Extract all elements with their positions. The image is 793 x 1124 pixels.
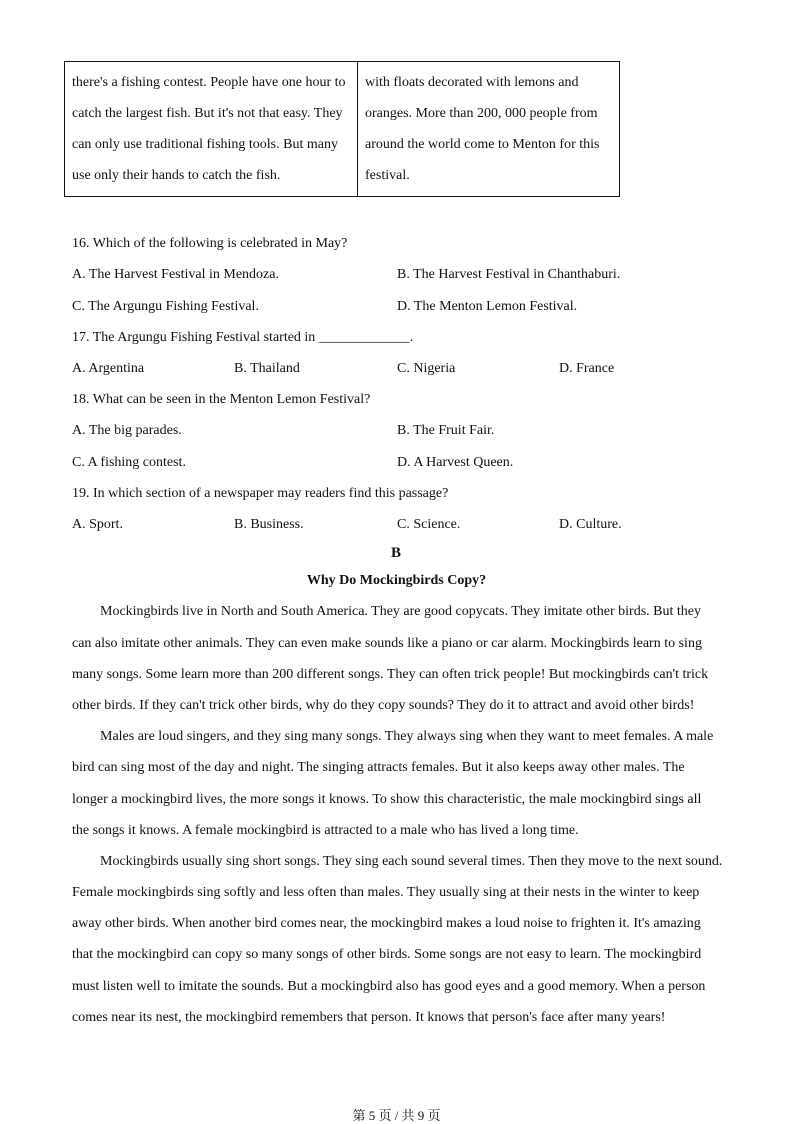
option-c: C. Science. [397, 517, 461, 532]
passage-line: must listen well to imitate the sounds. But a mockingbird also has good eyes and a good memory. When a person [72, 979, 706, 994]
page-footer: 第 5 页 / 共 9 页 [352, 1108, 441, 1123]
option-c: C. Nigeria [397, 361, 456, 376]
passage-line: bird can sing most of the day and night. The singing attracts females. But it also keeps away other males. The [72, 760, 685, 775]
option-d: D. A Harvest Queen. [397, 455, 514, 470]
option-b: B. The Harvest Festival in Chanthaburi. [397, 267, 621, 282]
table-cell-right [358, 62, 620, 197]
passage-line: many songs. Some learn more than 200 different songs. They can often trick people! But mockingbirds can't trick [72, 667, 709, 682]
option-b: B. Thailand [234, 361, 300, 376]
question-stem: 18. What can be seen in the Menton Lemon Festival? [72, 392, 371, 407]
table-text-line: use only their hands to catch the fish. [72, 168, 281, 183]
question-stem: 17. The Argungu Fishing Festival started in _____________. [72, 330, 414, 345]
passage-line: Female mockingbirds sing softly and less often than males. They usually sing at their nests in the winter to keep [72, 885, 700, 900]
option-a: A. Argentina [72, 361, 145, 376]
option-d: D. Culture. [559, 517, 622, 532]
passage-line: that the mockingbird can copy so many songs of other birds. Some songs are not easy to learn. The mockingbird [72, 947, 702, 962]
passage-line: comes near its nest, the mockingbird remembers that person. It knows that person's face after many years! [72, 1010, 666, 1025]
passage-line: can also imitate other animals. They can even make sounds like a piano or car alarm. Mockingbirds learn to sing [72, 636, 702, 651]
table-text-line: festival. [365, 168, 410, 183]
option-c: C. A fishing contest. [72, 455, 186, 470]
passage-line: longer a mockingbird lives, the more songs it knows. To show this characteristic, the male mockingbird sings all [72, 792, 702, 807]
option-a: A. The big parades. [72, 423, 182, 438]
question-stem: 19. In which section of a newspaper may readers find this passage? [72, 486, 449, 501]
passage-line: Mockingbirds usually sing short songs. They sing each sound several times. Then they move to the next sound. [100, 854, 723, 869]
option-a: A. Sport. [72, 517, 123, 532]
passage-line: Mockingbirds live in North and South America. They are good copycats. They imitate other birds. But they [100, 604, 701, 619]
section-label: B [391, 545, 402, 561]
passage-title: Why Do Mockingbirds Copy? [306, 573, 487, 588]
festival-table [64, 61, 620, 197]
passage-line: Males are loud singers, and they sing many songs. They always sing when they want to meet females. A male [100, 729, 714, 744]
option-b: B. Business. [234, 517, 304, 532]
table-text-line: there's a fishing contest. People have one hour to [72, 75, 346, 90]
passage-line: away other birds. When another bird comes near, the mockingbird makes a loud noise to frighten it. It's amazing [72, 916, 701, 931]
table-text-line: with floats decorated with lemons and [365, 75, 579, 90]
table-cell-left [65, 62, 358, 197]
question-stem: 16. Which of the following is celebrated in May? [72, 236, 348, 251]
option-b: B. The Fruit Fair. [397, 423, 495, 438]
table-text-line: catch the largest fish. But it's not that easy. They [72, 106, 343, 121]
option-d: D. The Menton Lemon Festival. [397, 299, 578, 314]
option-a: A. The Harvest Festival in Mendoza. [72, 267, 279, 282]
table-text-line: around the world come to Menton for this [365, 137, 600, 152]
option-c: C. The Argungu Fishing Festival. [72, 299, 259, 314]
passage-line: the songs it knows. A female mockingbird is attracted to a male who has lived a long time. [72, 823, 579, 838]
option-d: D. France [559, 361, 615, 376]
table-text-line: oranges. More than 200, 000 people from [365, 106, 598, 121]
passage-line: other birds. If they can't trick other birds, why do they copy sounds? They do it to attract and avoid other birds! [72, 698, 695, 713]
table-text-line: can only use traditional fishing tools. But many [72, 137, 338, 152]
